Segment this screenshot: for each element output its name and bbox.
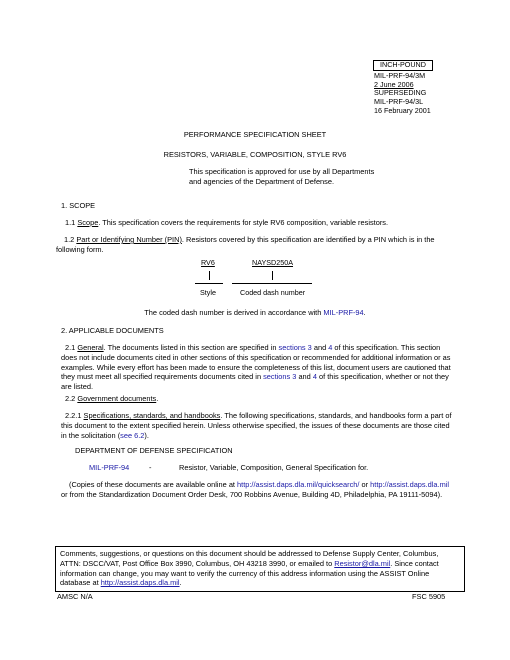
- page-subtitle: RESISTORS, VARIABLE, COMPOSITION, STYLE RV6: [163, 150, 347, 159]
- page-title: PERFORMANCE SPECIFICATION SHEET: [183, 130, 327, 139]
- para-number: 1.1: [65, 218, 76, 227]
- comments-box: Comments, suggestions, or questions on this document should be addressed to Defense Supply Center, Columbus, ATTN: DSCC/VAT, Post Office Box 3990, Columbus, OH 43218 3990, or emailed to Resistor@dla.mil. Since contact information can change, you may want to verify the currency of this address information using the ASSIST Online database at http://assist.daps.dla.mil.: [55, 546, 465, 592]
- superseded-date: 16 February 2001: [374, 105, 431, 115]
- section-4-link[interactable]: 4: [312, 372, 317, 382]
- sections-3-link[interactable]: sections 3: [263, 372, 297, 382]
- dod-heading: DEPARTMENT OF DEFENSE SPECIFICATION: [75, 446, 233, 455]
- para-title: Government documents: [77, 394, 157, 403]
- para-title: Specifications, standards, and handbooks: [83, 411, 221, 420]
- email-link[interactable]: Resistor@dla.mil: [334, 558, 391, 568]
- style-label: Style: [200, 288, 216, 297]
- dash-label: Coded dash number: [240, 288, 306, 297]
- superseded-id: MIL-PRF-94/3L: [374, 97, 424, 107]
- mil-prf-94-spec-link[interactable]: MIL-PRF-94: [89, 463, 130, 472]
- assist-database-link[interactable]: http://assist.daps.dla.mil: [100, 578, 180, 588]
- specifications-paragraph: 2.2.1 Specifications, standards, and handbooks. The following specifications, standards, and handbooks form a part of this document to the extent specified herein. Unless otherwise specified, the issues of these documents are those cited in the solicitation (see 6.2).: [61, 411, 452, 440]
- government-documents-paragraph: 2.2 Government documents.: [65, 394, 159, 403]
- dash-connector: [272, 271, 273, 280]
- document-id: MIL-PRF-94/3M: [374, 70, 426, 80]
- approval-line-1: This specification is approved for use by all Departments: [189, 167, 375, 176]
- style-connector: [209, 271, 210, 280]
- para-number: 2.2: [65, 394, 76, 403]
- scope-heading: 1. SCOPE: [61, 201, 96, 210]
- pin-paragraph: [56, 235, 454, 255]
- superseding-label: SUPERSEDING: [374, 88, 427, 98]
- para-title: Part or Identifying Number (PIN): [76, 235, 182, 244]
- para-title: General: [77, 343, 104, 352]
- document-date: 2 June 2006: [374, 79, 414, 89]
- fsc-label: FSC 5905: [412, 592, 446, 601]
- assist-quicksearch-link[interactable]: http://assist.daps.dla.mil/quicksearch/: [237, 480, 360, 489]
- style-code: RV6: [201, 258, 215, 267]
- para-text: . This specification covers the requirements for style RV6 composition, variable resistors.: [98, 218, 389, 227]
- para-number: 2.2.1: [65, 411, 82, 420]
- dash-code: NAYSD250A: [252, 258, 294, 267]
- assist-link[interactable]: http://assist.daps.dla.mil: [370, 480, 450, 489]
- section-4-link[interactable]: 4: [328, 343, 333, 352]
- coded-dash-note: The coded dash number is derived in accordance with MIL-PRF-94.: [144, 308, 366, 317]
- copies-paragraph: (Copies of these documents are available online at http://assist.daps.dla.mil/quicksearch/ or http://assist.daps.dla.mil or from the Standardization Document Order Desk, 700 Robbins Avenue, Building 4D, Philadelphia, PA 19111-5094).: [61, 480, 450, 499]
- amsc-label: AMSC N/A: [57, 592, 93, 601]
- see-6-2-link[interactable]: see 6.2: [120, 430, 145, 440]
- inch-pound-label: INCH-POUND: [373, 60, 433, 71]
- para-number: 1.2: [64, 235, 75, 244]
- style-rule: [195, 283, 223, 284]
- approval-line-2: and agencies of the Department of Defense.: [189, 176, 335, 186]
- document-header: [374, 60, 464, 116]
- pin-diagram: [190, 258, 330, 302]
- spec-description: Resistor, Variable, Composition, General Specification for.: [179, 463, 369, 472]
- mil-prf-94-link[interactable]: MIL-PRF-94: [323, 308, 364, 317]
- approval-statement: [189, 167, 409, 187]
- para-text: . Resistors covered by this specification are identified by a PIN which is in the following form.: [56, 235, 435, 254]
- para-title: Scope: [77, 218, 99, 227]
- sections-3-link[interactable]: sections 3: [278, 343, 312, 352]
- dash-rule: [232, 283, 312, 284]
- scope-paragraph: [61, 218, 453, 228]
- general-paragraph: 2.1 General. The documents listed in this section are specified in sections 3 and 4 of this specification. This section does not include documents cited in other sections of this specification or recommended for additional information or as examples. While every effort has been made to ensure the completeness of this list, document users are cautioned that they must meet all specified requirements documents cited in sections 3 and 4 of this specification, whether or not they are listed.: [61, 343, 451, 392]
- spec-dash: -: [149, 463, 152, 472]
- para-number: 2.1: [65, 343, 76, 352]
- applicable-heading: 2. APPLICABLE DOCUMENTS: [61, 326, 164, 335]
